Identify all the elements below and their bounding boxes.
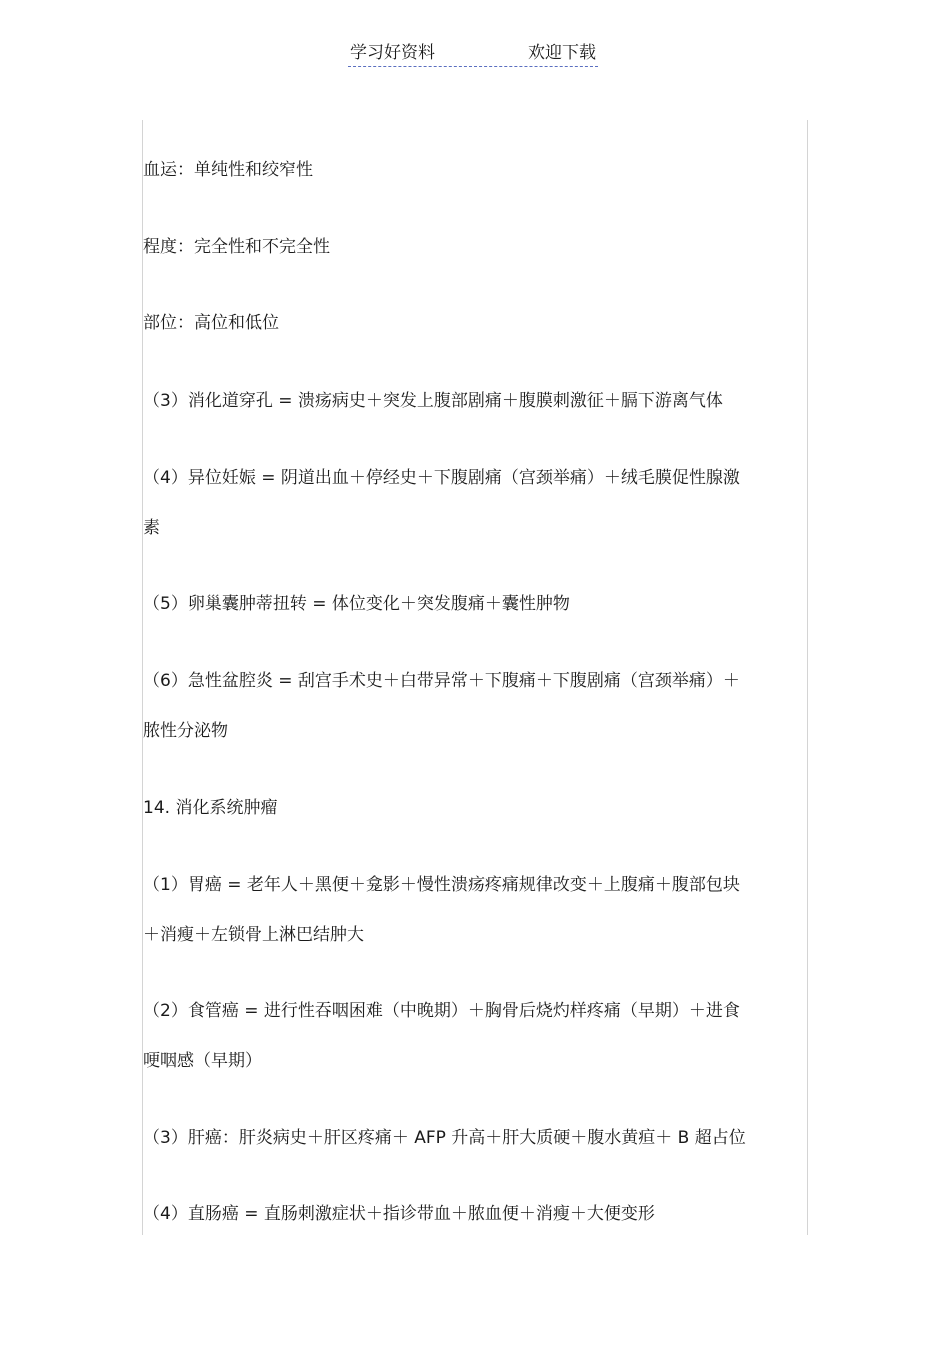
- text-line-ectopic-pregnancy-cont: 素: [143, 518, 160, 538]
- header-right-text: 欢迎下载: [528, 43, 596, 63]
- text-line-perforation: （3）消化道穿孔 = 溃疡病史＋突发上腹部剧痛＋腹膜刺激征＋膈下游离气体: [143, 391, 723, 411]
- text-line-gastric-cancer: （1）胃癌 = 老年人＋黑便＋龛影＋慢性溃疡疼痛规律改变＋上腹痛＋腹部包块: [143, 875, 740, 895]
- text-line-esophageal-cancer-cont: 哽咽感（早期）: [143, 1051, 262, 1071]
- text-line-liver-cancer: （3）肝癌：肝炎病史＋肝区疼痛＋ AFP 升高＋肝大质硬＋腹水黄疸＋ B 超占位: [143, 1128, 746, 1148]
- text-line-rectal-cancer: （4）直肠癌 = 直肠刺激症状＋指诊带血＋脓血便＋消瘦＋大便变形: [143, 1204, 655, 1224]
- header-left-text: 学习好资料: [350, 43, 435, 63]
- text-line-ovarian-torsion: （5）卵巢囊肿蒂扭转 = 体位变化＋突发腹痛＋囊性肿物: [143, 594, 570, 614]
- text-line-ectopic-pregnancy: （4）异位妊娠 = 阴道出血＋停经史＋下腹剧痛（宫颈举痛）＋绒毛膜促性腺激: [143, 468, 740, 488]
- text-line-blood-supply: 血运：单纯性和绞窄性: [143, 160, 313, 180]
- text-line-degree: 程度：完全性和不完全性: [143, 237, 330, 257]
- text-line-esophageal-cancer: （2）食管癌 = 进行性吞咽困难（中晚期）＋胸骨后烧灼样疼痛（早期）＋进食: [143, 1001, 740, 1021]
- page-header: [348, 40, 598, 67]
- text-line-gastric-cancer-cont: ＋消瘦＋左锁骨上淋巴结肿大: [143, 925, 364, 945]
- text-line-pelvic-inflammation: （6）急性盆腔炎 = 刮宫手术史＋白带异常＋下腹痛＋下腹剧痛（宫颈举痛）＋: [143, 671, 740, 691]
- section-heading-digestive-tumors: 14. 消化系统肿瘤: [143, 798, 278, 818]
- text-line-pelvic-inflammation-cont: 脓性分泌物: [143, 721, 228, 741]
- text-line-location: 部位：高位和低位: [143, 313, 279, 333]
